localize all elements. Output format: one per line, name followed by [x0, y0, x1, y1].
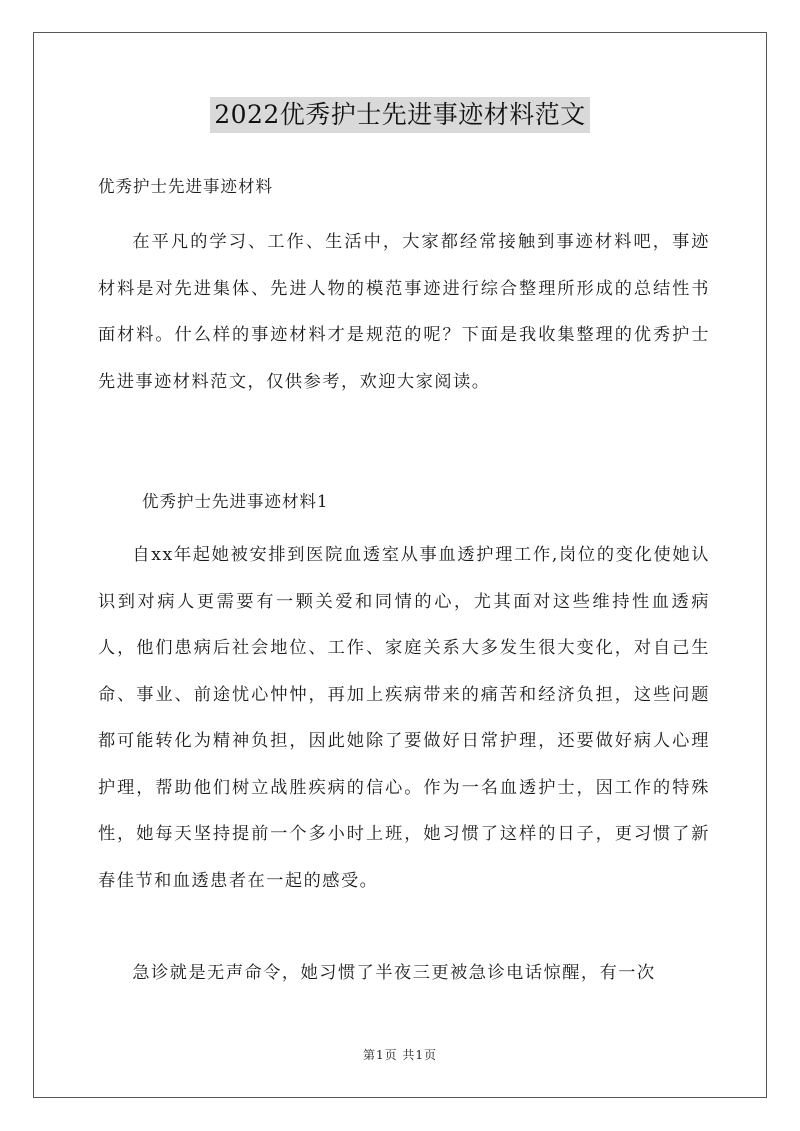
document-subtitle: 优秀护士先进事迹材料 — [98, 177, 273, 196]
title-container — [0, 97, 800, 133]
intro-paragraph: 在平凡的学习、工作、生活中，大家都经常接触到事迹材料吧，事迹材料是对先进集体、先进人物的模范事迹进行综合整理所形成的总结性书面材料。什么样的事迹材料才是规范的呢？下面是我收集整理的优秀护士先进事迹材料范文，仅供参考，欢迎大家阅读。 — [98, 232, 710, 392]
body-paragraph-2: 急诊就是无声命令，她习惯了半夜三更被急诊电话惊醒，有一次 — [132, 963, 656, 983]
page-footer: 第1页 共1页 — [362, 1048, 438, 1062]
body-paragraph-1: 自xx年起她被安排到医院血透室从事血透护理工作,岗位的变化使她认识到对病人更需要有一颗关爱和同情的心，尤其面对这些维持性血透病人，他们患病后社会地位、工作、家庭关系大多发生很大变化，对自己生命、事业、前途忧心忡忡，再加上疾病带来的痛苦和经济负担，这些问题都可能转化为精神负担，因此她除了要做好日常护理，还要做好病人心理护理，帮助他们树立战胜疾病的信心。作为一名血透护士，因工作的特殊性，她每天坚持提前一个多小时上班，她习惯了这样的日子，更习惯了新春佳节和血透患者在一起的感受。 — [98, 545, 710, 891]
section-heading: 优秀护士先进事迹材料1 — [142, 492, 329, 511]
document-title: 2022优秀护士先进事迹材料范文 — [210, 97, 590, 133]
